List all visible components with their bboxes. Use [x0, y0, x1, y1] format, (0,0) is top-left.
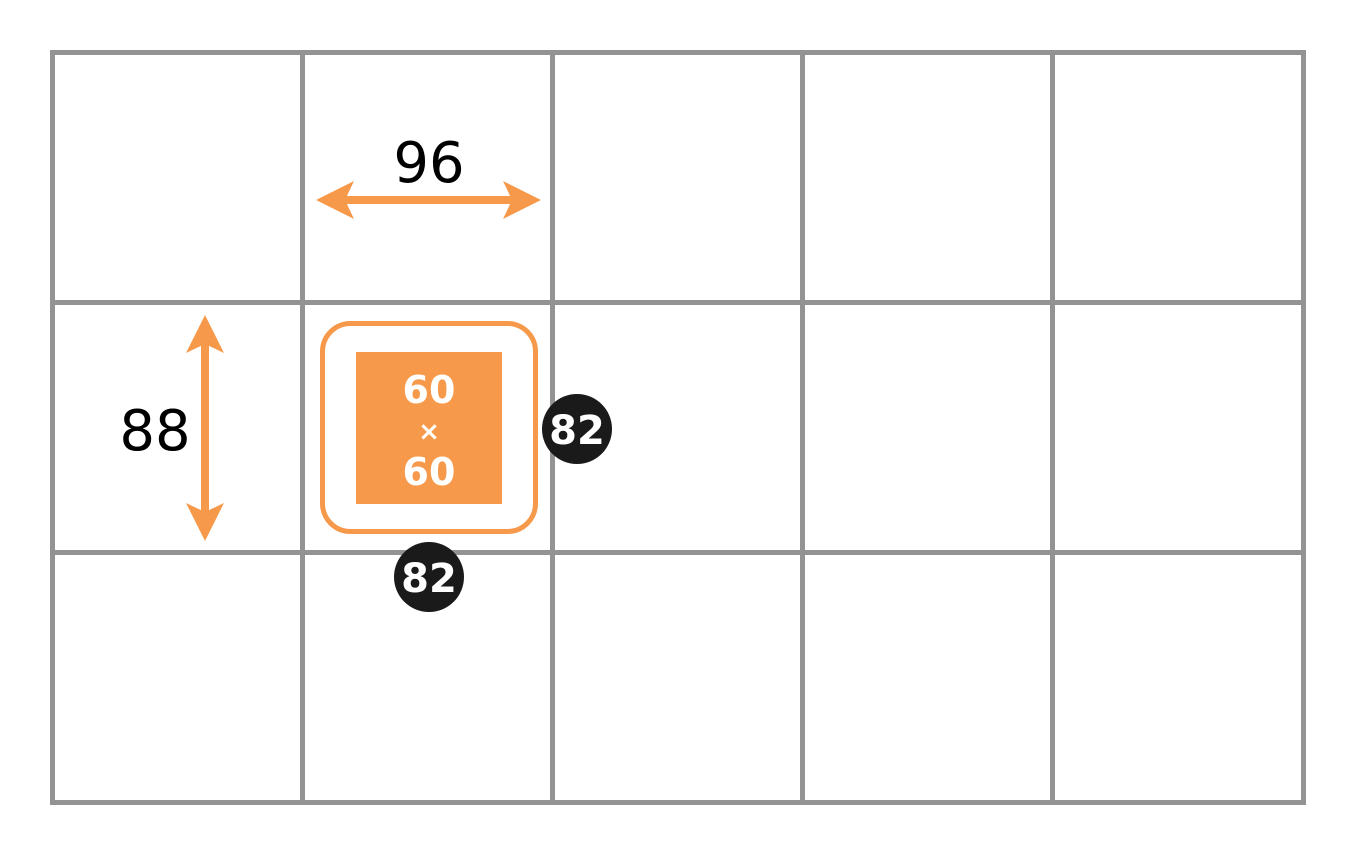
right-spacing-label: 82	[549, 408, 605, 454]
target-height-value: 60	[402, 450, 456, 494]
cell-height-label: 88	[119, 399, 191, 464]
times-symbol: ×	[418, 417, 440, 447]
layout-grid	[53, 53, 1304, 803]
touch-target	[323, 324, 536, 532]
cell-height-dimension	[119, 315, 224, 541]
target-width-value: 60	[402, 368, 456, 412]
right-spacing-badge	[542, 394, 612, 464]
bottom-spacing-badge	[394, 542, 464, 612]
cell-width-label: 96	[393, 131, 465, 196]
grid-border	[53, 53, 1304, 803]
bottom-spacing-label: 82	[401, 556, 457, 602]
cell-width-dimension	[316, 131, 541, 219]
